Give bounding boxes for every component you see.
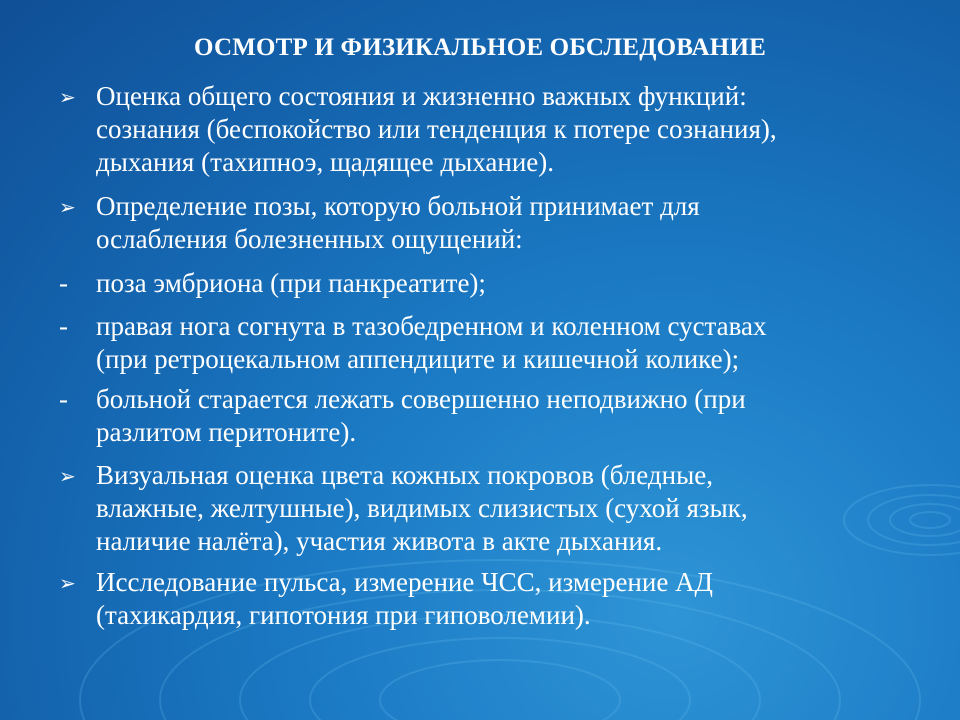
arrow-bullet-icon: ➢ (59, 466, 76, 488)
list-item (59, 80, 777, 179)
list-item (59, 310, 767, 376)
dash-bullet: - (59, 268, 68, 298)
item-line: Оценка общего состояния и жизненно важных функций: (96, 81, 747, 111)
item-line: разлитом перитоните). (96, 417, 357, 447)
list-item (59, 267, 486, 300)
list-item (59, 190, 700, 256)
arrow-bullet-icon: ➢ (59, 87, 76, 109)
item-line: наличие налёта), участия живота в акте дыхания. (96, 526, 663, 556)
dash-bullet: - (59, 384, 68, 414)
list-item (59, 383, 746, 449)
dash-bullet: - (59, 311, 68, 341)
item-line: поза эмбриона (при панкреатите); (96, 268, 486, 298)
list-item (59, 459, 748, 558)
arrow-bullet-icon: ➢ (59, 573, 76, 595)
item-line: ослабления болезненных ощущений: (96, 224, 523, 254)
item-line: дыхания (тахипноэ, щадящее дыхание). (96, 147, 555, 177)
item-line: больной старается лежать совершенно неподвижно (при (96, 384, 746, 414)
item-line: правая нога согнута в тазобедренном и коленном суставах (96, 311, 767, 341)
item-line: (тахикардия, гипотония при гиповолемии). (96, 600, 591, 630)
item-line: Исследование пульса, измерение ЧСС, измерение АД (96, 567, 713, 597)
item-line: сознания (беспокойство или тенденция к потере сознания), (96, 114, 777, 144)
arrow-bullet-icon: ➢ (59, 197, 76, 219)
slide-title: ОСМОТР И ФИЗИКАЛЬНОЕ ОБСЛЕДОВАНИЕ (194, 34, 766, 61)
item-line: Визуальная оценка цвета кожных покровов (бледные, (96, 460, 713, 490)
item-line: (при ретроцекальном аппендиците и кишечной колике); (96, 344, 740, 374)
item-line: влажные, желтушные), видимых слизистых (сухой язык, (96, 493, 748, 523)
item-line: Определение позы, которую больной принимает для (96, 191, 700, 221)
list-item (59, 566, 713, 632)
